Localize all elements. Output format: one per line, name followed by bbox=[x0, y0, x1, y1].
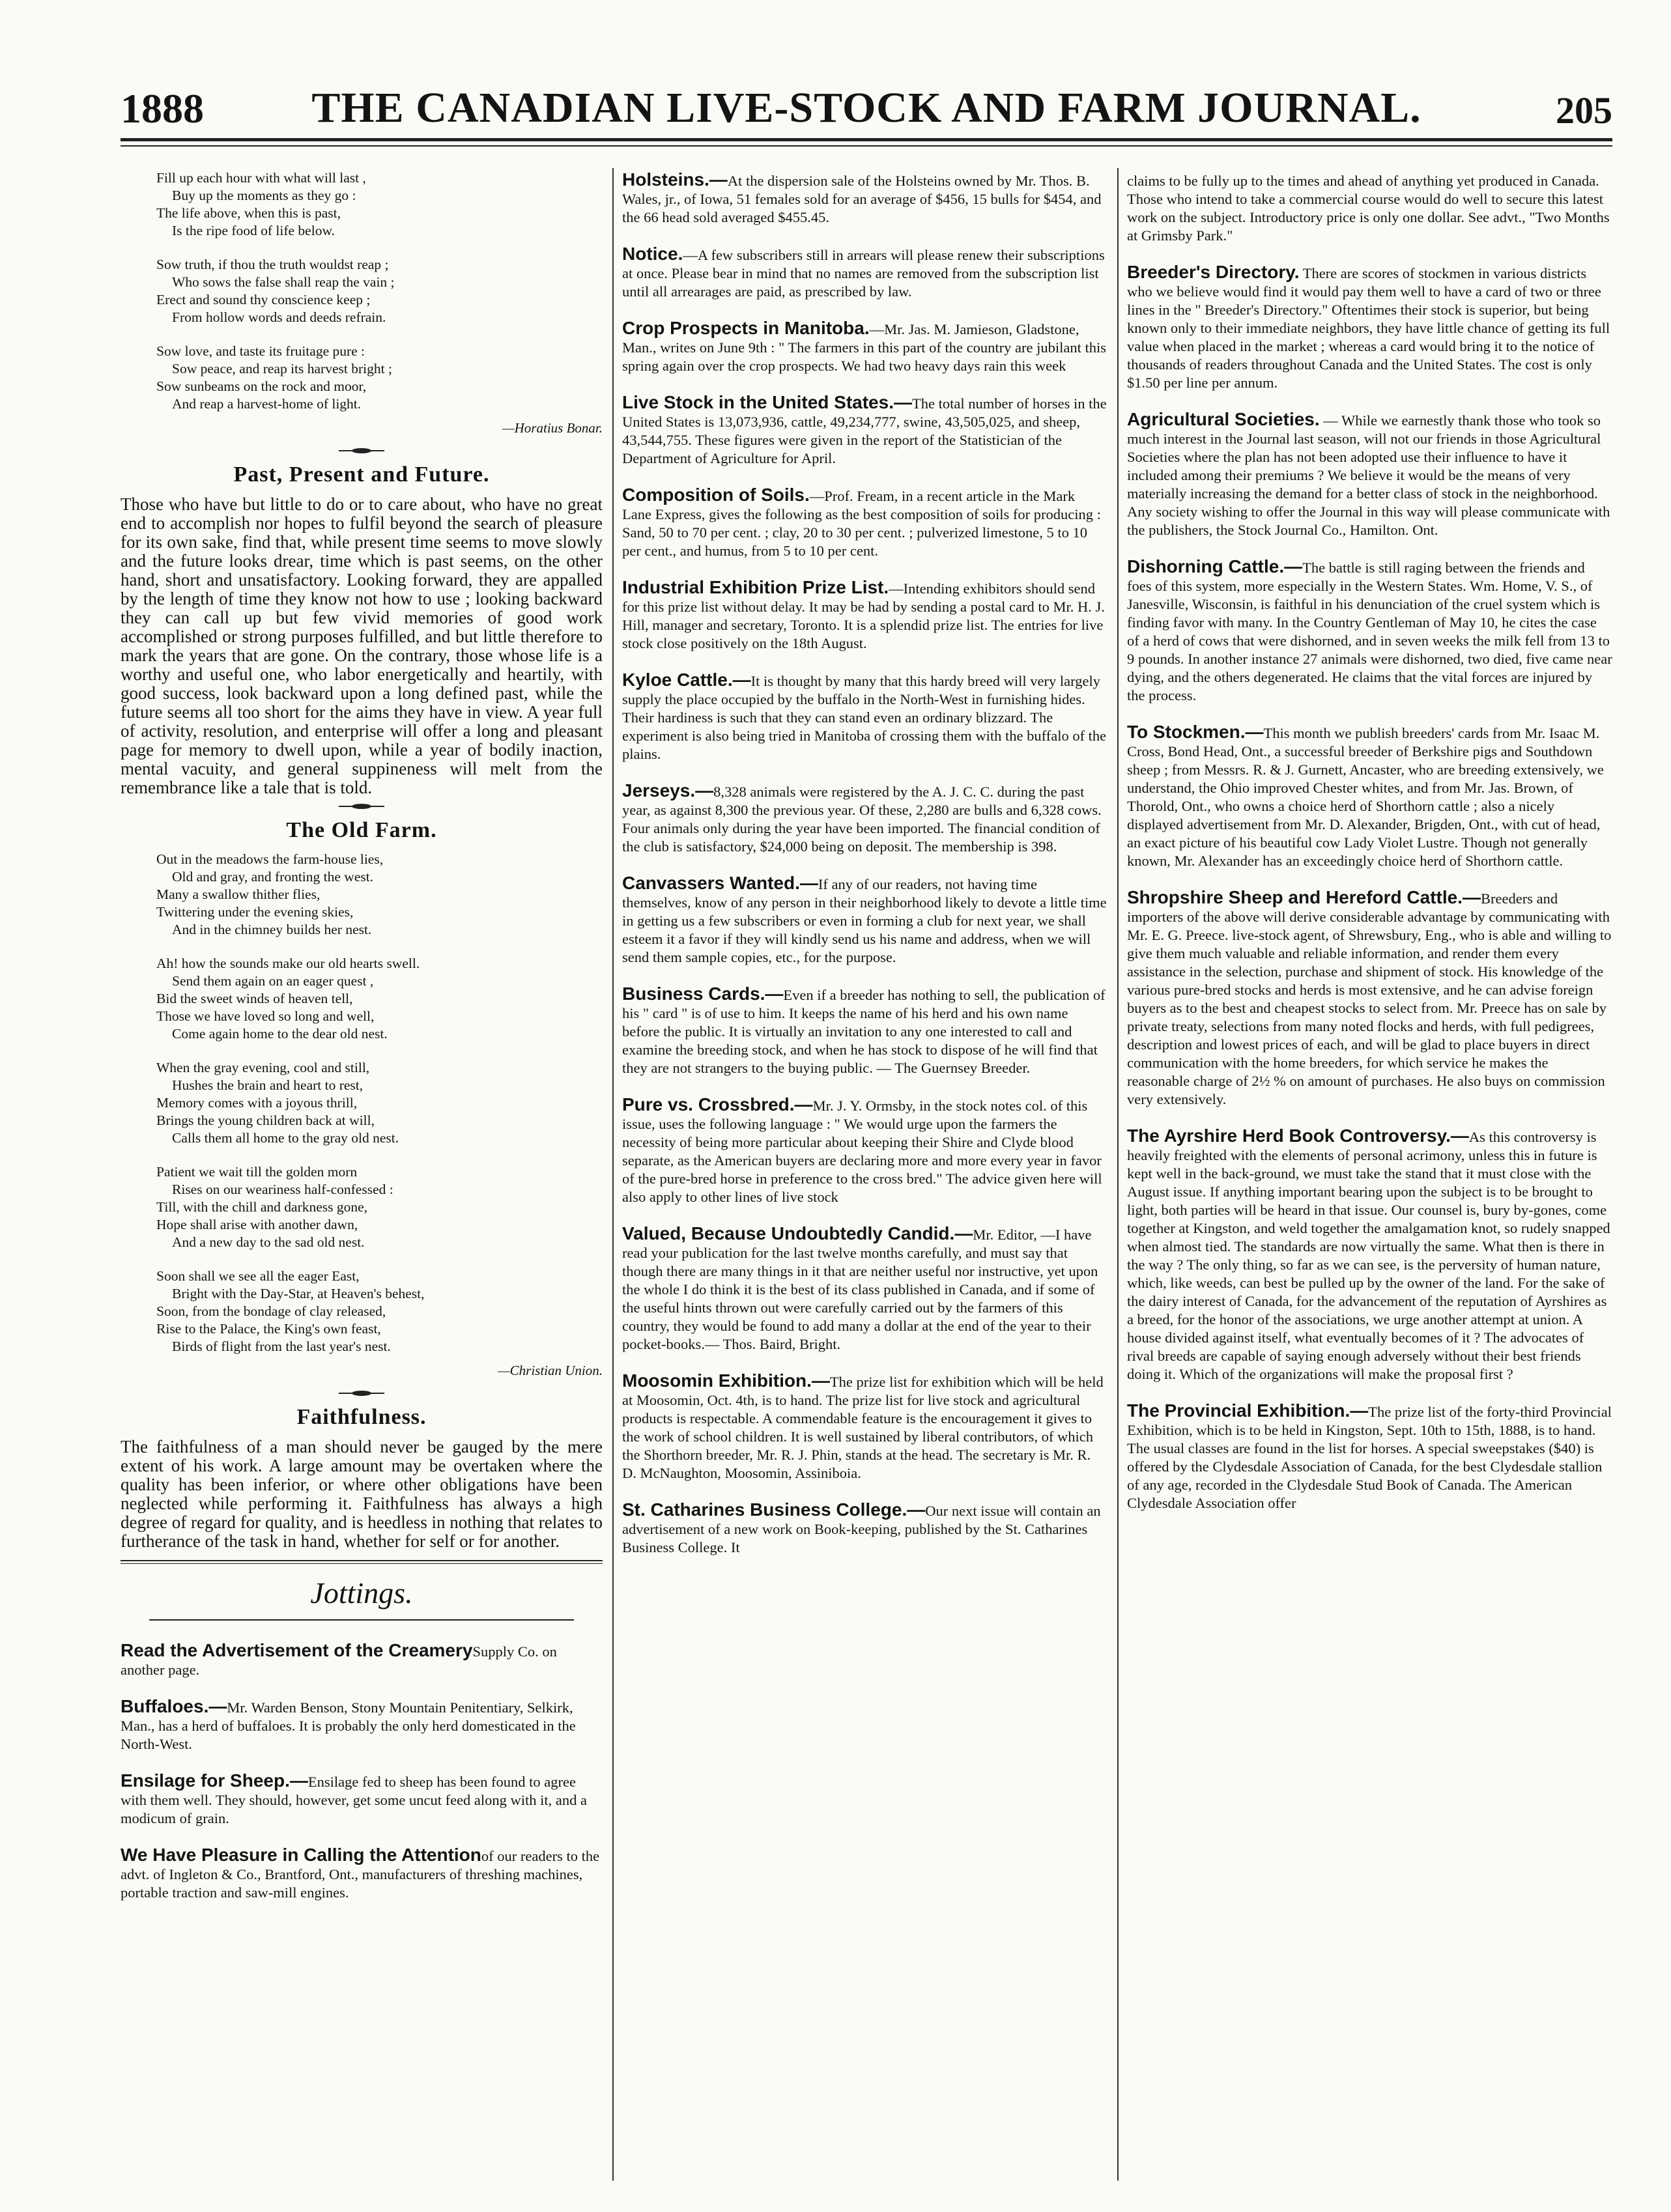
poem-line: Till, with the chill and darkness gone, bbox=[156, 1199, 368, 1215]
news-item-heading: Notice. bbox=[622, 244, 683, 264]
poem-line: The life above, when this is past, bbox=[156, 205, 341, 221]
news-item-heading: Composition of Soils. bbox=[622, 485, 810, 505]
page-header bbox=[121, 79, 1612, 145]
news-item-text: claims to be fully up to the times and ahead of anything yet produced in Canada. Those who intend to take a commercial course would do well to secure this latest work on the subject. Introductory price is only one dollar. See advt., "Two Months at Grimsby Park." bbox=[1127, 173, 1610, 244]
article-body: Those who have but little to do or to care about, who have no great end to accomplish nor hopes to fulfil beyond the search of pleasure for its own sake, find that, while present time seems to move slowly and the future looks drear, time which is past seems, on the other hand, short and unsatisfactory. Looking forward, they are appalled by the length of time they know not how to use ; looking backward they can call up but few vivid memories of good work accomplished or strong purposes fulfilled, and but little therefore to mark the years that are gone. On the contrary, those whose life is a worthy and useful one, who labor energetically and heartily, with good success, look backward upon a long defined past, while the future seems all too short for the aims they have in view. A year full of activity, resolution, and enterprise will offer a long and pleasant page for memory to dwell upon, while a year of bodily inaction, mental vacuity, and general suppineness will melt from the remembrance like a tale that is told. bbox=[121, 494, 603, 797]
article-title: Past, Present and Future. bbox=[233, 462, 490, 487]
news-item-heading: Agricultural Societies. bbox=[1127, 409, 1320, 429]
poem-stanza bbox=[156, 343, 603, 413]
news-item-text: There are scores of stockmen in various districts who we believe would find it would pay them well to have a card of two or three lines in the " Breeder's Directory." Oftentimes their stock is superior, but being known only to their immediate neighbors, they have little chance of getting its full value when placed in the market ; whereas a card would bring it to the notice of thousands of readers throughout Canada and the United States. The cost is only $1.50 per line per annum. bbox=[1127, 265, 1610, 391]
ornament-divider bbox=[339, 1391, 384, 1396]
news-item-heading: Valued, Because Undoubtedly Candid.— bbox=[622, 1223, 973, 1243]
column-1 bbox=[121, 169, 603, 2182]
news-item-heading: Moosomin Exhibition.— bbox=[622, 1370, 830, 1391]
news-item bbox=[622, 392, 1107, 468]
news-item-heading: Ensilage for Sheep.— bbox=[121, 1770, 308, 1791]
news-item bbox=[622, 780, 1107, 856]
news-item-text: —Prof. Fream, in a recent article in the Mark Lane Express, gives the following as the best composition of soils for producing : Sand, 50 to 70 per cent. ; clay, 20 to 30 per cent. ; pulverized limestone, 5 to 10 per cent., and humus, from 5 to 10 per cent. bbox=[622, 488, 1101, 559]
poem-line: Bid the sweet winds of heaven tell, bbox=[156, 991, 353, 1006]
news-item-heading: Breeder's Directory. bbox=[1127, 262, 1300, 282]
poem-line: From hollow words and deeds refrain. bbox=[172, 309, 386, 325]
section-rule bbox=[121, 1560, 603, 1561]
poem-line: Many a swallow thither flies, bbox=[156, 886, 321, 902]
news-item-text: The battle is still raging between the friends and foes of this system, more especially in the Western States. Wm. Home, V. S., of Janesville, Wisconsin, is faithful in his denunciation of the cruel system which is finding favor with many. In the Country Gentleman of May 10, he cites the case of a herd of cows that were dishorned, and in seven weeks the milk fell from 13 to 9 pounds. In another instance 27 animals were dishorned, two died, five came near dying, and the others degenerated. He claims that the vital forces are injured by the process. bbox=[1127, 560, 1612, 703]
news-item-heading: Kyloe Cattle.— bbox=[622, 670, 751, 690]
header-year: 1888 bbox=[121, 85, 204, 132]
poem-line: Sow peace, and reap its harvest bright ; bbox=[172, 361, 392, 376]
news-item-text: Supply Co. on another page. bbox=[121, 1643, 557, 1678]
news-item-text: If any of our readers, not having time themselves, know of any person in their neighborhood likely to devote a little time in getting us a few subscribers or even in forming a club for next year, we shall esteem it a favor if they will kindly send us his name and address, when we will send them sample copies, etc., for the purpose. bbox=[622, 876, 1107, 965]
poem-line: Buy up the moments as they go : bbox=[172, 188, 356, 203]
news-item-text: Mr. Editor, —I have read your publication for the last twelve months carefully, and must say that though there are many things in it that are neither useful nor instructive, yet upon the whole I do think it is the best of its class published in Canada, and if some of the useful hints thrown out were carefully carried out by the farmers of this country, they would be found to add many a dollar at the end of the year to their pocket-books.— Thos. Baird, Bright. bbox=[622, 1227, 1098, 1352]
page-number: 205 bbox=[1556, 89, 1612, 132]
news-item-text: — While we earnestly thank those who took so much interest in the Journal last season, will not our friends in those Agricultural Societies where the plan has not been adopted use their influence to have it included among their premiums ? We believe it would be the means of very materially increasing the demand for a better class of stock in the neighborhood. Any society wishing to offer the Journal in this way will please communicate with the publishers, the Stock Journal Co., Hamilton. Ont. bbox=[1127, 412, 1610, 538]
poem-title: The Old Farm. bbox=[286, 818, 437, 842]
poem-line: Twittering under the evening skies, bbox=[156, 904, 354, 920]
news-item-heading: Pure vs. Crossbred.— bbox=[622, 1094, 813, 1114]
news-item-text: Mr. J. Y. Ormsby, in the stock notes col. of this issue, uses the following language : " We would urge upon the farmers the necessity of being more particular about keeping their Shire and Clyde blood separate, as the American buyers are declaring more and more every year in favor of the pure-bred horse in preference to the cross bred." The advice given here will also apply to other lines of live stock bbox=[622, 1098, 1102, 1205]
poem-line: Brings the young children back at will, bbox=[156, 1113, 375, 1128]
poem-line: Hushes the brain and heart to rest, bbox=[172, 1077, 364, 1093]
news-item-heading: Dishorning Cattle.— bbox=[1127, 556, 1303, 576]
poem-line: Is the ripe food of life below. bbox=[172, 223, 335, 238]
poem-line: Erect and sound thy conscience keep ; bbox=[156, 292, 371, 307]
news-item-heading: The Ayrshire Herd Book Controversy.— bbox=[1127, 1126, 1469, 1146]
poem-line: Rise to the Palace, the King's own feast, bbox=[156, 1321, 381, 1337]
news-item-text: Breeders and importers of the above will derive considerable advantage by communicating with Mr. E. G. Preece. live-stock agent, of Shrewsbury, Eng., who is able and willing to give them much valuable and reliable information, and render them every assistance in the selection, purchase and shipment of stock. His knowledge of the various pure-bred stocks and herds is most extensive, and he can advise foreign buyers as to the best and cheapest stocks to select from. Mr. Preece has on sale by private treaty, selections from many noted flocks and herds, with full pedigrees, description and lowest prices of each, and will be glad to place buyers in direct communication with the home breeders, for which service he makes the reasonable charge of 2½ % on amount of purchases. He also buys on commission very extensively. bbox=[1127, 890, 1612, 1107]
news-item-heading: Buffaloes.— bbox=[121, 1696, 227, 1716]
news-item bbox=[121, 1696, 603, 1753]
poem-line: Soon shall we see all the eager East, bbox=[156, 1268, 360, 1284]
news-item bbox=[622, 873, 1107, 967]
news-item-text: As this controversy is heavily freighted with the elements of personal acrimony, unless this in future is kept well in the back-ground, we must take the stand that it must close with the August issue. If anything important bearing upon the subject is to be brought to light, both parties will be heard in that issue. Our counsel is, bury by-gones, come together at Kingston, and weld together the amalgamation knot, so rudely snapped when almost tied. The standards are now virtually the same. What then is there in the way ? The only thing, so far as we can see, is the perversity of human nature, which, like weeds, can best be pulled up by the owner of the land. For the sake of the dairy interest of Canada, for the advancement of the reputation of Ayrshires as a breed, for the honor of the associations, we urge another attempt at union. A house divided against itself, what eventually becomes of it ? The advocates of rival breeds are capable of saying enough adversely without their best friends doing it. Which of the organizations will make the proposal first ? bbox=[1127, 1129, 1610, 1382]
section-rule bbox=[121, 1563, 603, 1564]
news-item-heading: We Have Pleasure in Calling the Attention bbox=[121, 1845, 481, 1865]
news-item bbox=[622, 1223, 1107, 1354]
news-item-heading: Business Cards.— bbox=[622, 984, 784, 1004]
poem-line: Ah! how the sounds make our old hearts swell. bbox=[156, 956, 420, 971]
news-item-text: The total number of horses in the United States is 13,073,936, cattle, 49,234,777, swine, 43,505,025, and sheep, 43,544,755. These figures were given in the report of the Statistician of the Department of Agriculture for April. bbox=[622, 395, 1107, 466]
news-item bbox=[622, 244, 1107, 301]
poem-stanza bbox=[156, 256, 603, 326]
news-item-text: —A few subscribers still in arrears will please renew their subscriptions at once. Please bear in mind that no names are removed from the subscription list until all arrearages are paid, as prescribed by law. bbox=[622, 247, 1105, 300]
poem-line: Birds of flight from the last year's nest. bbox=[172, 1339, 391, 1354]
poem-line: Patient we wait till the golden morn bbox=[156, 1164, 358, 1180]
news-item bbox=[1127, 556, 1612, 705]
news-item-text: The prize list for exhibition which will be held at Moosomin, Oct. 4th, is to hand. The prize list for live stock and agricultural products is respectable. A commendable feature is the encouragement it gives to the work of school children. It is well sustained by liberal contributors, of which the Shorthorn breeder, Mr. R. J. Phin, stands at the head. The secretary is Mr. R. D. McNaughton, Moosomin, Assiniboia. bbox=[622, 1374, 1104, 1481]
poem-line: Sow love, and taste its fruitage pure : bbox=[156, 343, 365, 359]
news-item bbox=[1127, 1126, 1612, 1383]
news-item bbox=[1127, 722, 1612, 870]
poem-line: And in the chimney builds her nest. bbox=[172, 922, 372, 937]
poem-line: Sow truth, if thou the truth wouldst reap ; bbox=[156, 257, 389, 272]
news-item bbox=[1127, 1400, 1612, 1512]
column-divider bbox=[612, 168, 614, 2181]
article-body: The faithfulness of a man should never be gauged by the mere extent of his work. A large amount may be overtaken where the quality has been inferior, or where other obligations have been neglected while performing it. Faithfulness has always a high degree of regard for quality, and is heedless in nothing that relates to furtherance of the task in hand, whether for self or for another. bbox=[121, 1437, 603, 1551]
news-item-text: This month we publish breeders' cards from Mr. Isaac M. Cross, Bond Head, Ont., a successful breeder of Berkshire pigs and Southdown sheep ; from Messrs. R. & J. Gurnett, Ancaster, who are breeding extensively, we understand, the Ohio improved Chester whites, and from Mr. Jas. Brown, of Thorold, Ont., who owns a choice herd of Shorthorn cattle ; also a nicely displayed advertisement from Mr. D. Alexander, Brigden, Ont., with cut of head, an exact picture of his beautiful cow Lady Violet Lustre. Though not generally known, Mr. Alexander has an exceedingly choice herd of Shorthorn cattle. bbox=[1127, 725, 1604, 869]
poem-stanza bbox=[156, 169, 603, 240]
news-item bbox=[622, 670, 1107, 763]
news-item-heading: Live Stock in the United States.— bbox=[622, 392, 912, 412]
poem-old-farm bbox=[156, 851, 603, 1355]
news-item bbox=[1127, 262, 1612, 392]
news-item bbox=[121, 1770, 603, 1828]
poem-line: Those we have loved so long and well, bbox=[156, 1008, 375, 1024]
column-divider bbox=[1117, 168, 1119, 2181]
poem-line: Old and gray, and fronting the west. bbox=[172, 869, 374, 885]
poem-line: Soon, from the bondage of clay released, bbox=[156, 1303, 386, 1319]
poem-line: Hope shall arise with another dawn, bbox=[156, 1217, 358, 1232]
news-item-text: It is thought by many that this hardy breed will very largely supply the place occupied by the buffalo in the North-West in furnishing hides. Their hardiness is such that they can stand even an ordinary blizzard. The experiment is also being tried in Manitoba of crossing them with the buffalo of the plains. bbox=[622, 673, 1107, 762]
poem-line: Send them again on an eager quest , bbox=[172, 973, 374, 989]
poem-line: Memory comes with a joyous thrill, bbox=[156, 1095, 358, 1111]
news-item-text: The prize list of the forty-third Provincial Exhibition, which is to be held in Kingston, Sept. 10th to 15th, 1888, is to hand. The usual classes are found in the list for horses. A special sweepstakes ($40) is offered by the Clydesdale Association of Canada, for the best Clydesdale stallion of any age, recorded in the Clydesdale Stud Book of Canada. The American Clydesdale Association offer bbox=[1127, 1404, 1612, 1511]
poem-attribution: —Christian Union. bbox=[497, 1363, 603, 1378]
news-item-heading: Crop Prospects in Manitoba. bbox=[622, 318, 870, 338]
poem-line: When the gray evening, cool and still, bbox=[156, 1060, 370, 1075]
news-item-heading: To Stockmen.— bbox=[1127, 722, 1264, 742]
news-item-text: Even if a breeder has nothing to sell, the publication of his " card " is of use to him. It keeps the name of his herd and his own name before the public. It is virtually an invitation to any one interested to call and examine the breeding stock, and when he has stock to dispose of he will find that they are not strangers to the buying public. — The Guernsey Breeder. bbox=[622, 987, 1106, 1076]
news-item-text: of our readers to the advt. of Ingleton & Co., Brantford, Ont., manufacturers of threshing machines, portable traction and saw-mill engines. bbox=[121, 1848, 600, 1901]
news-item-text: Our next issue will contain an advertisement of a new work on Book-keeping, published by the St. Catharines Business College. It bbox=[622, 1503, 1101, 1555]
jottings-list bbox=[121, 1640, 603, 1902]
news-item bbox=[622, 318, 1107, 375]
news-item-heading: Read the Advertisement of the Creamery bbox=[121, 1640, 473, 1660]
news-item bbox=[1127, 887, 1612, 1109]
poem-line: Sow sunbeams on the rock and moor, bbox=[156, 378, 367, 394]
poem-stanza bbox=[156, 1163, 603, 1251]
poem-line: Out in the meadows the farm-house lies, bbox=[156, 851, 384, 867]
header-rule-thin bbox=[121, 145, 1612, 147]
journal-title: THE CANADIAN LIVE-STOCK AND FARM JOURNAL. bbox=[311, 84, 1421, 132]
poem-line: Rises on our weariness half-confessed : bbox=[172, 1182, 393, 1197]
ornament-divider bbox=[339, 804, 384, 809]
news-item-heading: St. Catharines Business College.— bbox=[622, 1499, 926, 1520]
poem-line: And a new day to the sad old nest. bbox=[172, 1234, 365, 1250]
column-3 bbox=[1127, 169, 1612, 2182]
news-item bbox=[1127, 409, 1612, 539]
news-item-heading: The Provincial Exhibition.— bbox=[1127, 1400, 1369, 1421]
news-item-text: —Intending exhibitors should send for this prize list without delay. It may be had by sending a postal card to Mr. H. J. Hill, manager and secretary, Toronto. It is a splendid prize list. The entries for live stock close positively on the 18th August. bbox=[622, 580, 1105, 651]
poem-line: Calls them all home to the gray old nest. bbox=[172, 1130, 399, 1146]
news-item-text: —Mr. Jas. M. Jamieson, Gladstone, Man., writes on June 9th : " The farmers in this part of the country are jubilant this spring again over the crop prospects. We had two heavy days rain this week bbox=[622, 321, 1106, 374]
poem-line: Come again home to the dear old nest. bbox=[172, 1026, 388, 1042]
poem-bonar bbox=[156, 169, 603, 413]
news-item-heading: Jerseys.— bbox=[622, 780, 714, 801]
column-2 bbox=[622, 169, 1107, 2182]
news-item bbox=[622, 1370, 1107, 1482]
section-title: Jottings. bbox=[310, 1576, 413, 1609]
ornament-divider bbox=[339, 448, 384, 453]
poem-line: Fill up each hour with what will last , bbox=[156, 170, 366, 186]
header-rule bbox=[121, 138, 1612, 141]
poem-stanza bbox=[156, 851, 603, 939]
news-item-heading: Canvassers Wanted.— bbox=[622, 873, 818, 893]
poem-line: And reap a harvest-home of light. bbox=[172, 396, 362, 412]
news-item bbox=[1127, 169, 1612, 245]
news-item-heading: Shropshire Sheep and Hereford Cattle.— bbox=[1127, 887, 1481, 907]
news-item bbox=[622, 577, 1107, 653]
poem-stanza bbox=[156, 955, 603, 1043]
news-item-text: 8,328 animals were registered by the A. J. C. C. during the past year, as against 8,300 the previous year. Of these, 2,280 are bulls and 6,328 cows. Four animals only during the year have been imported. The financial condition of the club is satisfactory, $24,000 being on deposit. The membership is 398. bbox=[622, 784, 1102, 855]
news-item-text: Mr. Warden Benson, Stony Mountain Penitentiary, Selkirk, Man., has a herd of buffaloes. It is probably the only herd domesticated in the North-West. bbox=[121, 1699, 576, 1752]
article-title: Faithfulness. bbox=[296, 1405, 427, 1429]
news-item bbox=[622, 1499, 1107, 1557]
news-item-heading: Industrial Exhibition Prize List. bbox=[622, 577, 889, 597]
poem-stanza bbox=[156, 1059, 603, 1147]
poem-stanza bbox=[156, 1268, 603, 1355]
section-rule bbox=[149, 1619, 573, 1621]
news-item bbox=[121, 1640, 603, 1679]
poem-line: Bright with the Day-Star, at Heaven's behest, bbox=[172, 1286, 425, 1301]
poem-attribution: —Horatius Bonar. bbox=[502, 420, 603, 436]
news-item bbox=[121, 1845, 603, 1902]
news-item-heading: Holsteins.— bbox=[622, 169, 728, 190]
news-item-text: Ensilage fed to sheep has been found to agree with them well. They should, however, get some uncut feed along with it, and a modicum of grain. bbox=[121, 1774, 588, 1826]
news-item bbox=[622, 169, 1107, 227]
news-item bbox=[622, 1094, 1107, 1206]
news-item bbox=[622, 984, 1107, 1077]
news-item-text: At the dispersion sale of the Holsteins owned by Mr. Thos. B. Wales, jr., of Iowa, 51 females sold for an average of $456, 15 bulls for $454, and the 66 head sold averaged $455.45. bbox=[622, 173, 1102, 225]
poem-line: Who sows the false shall reap the vain ; bbox=[172, 274, 395, 290]
news-item bbox=[622, 485, 1107, 560]
